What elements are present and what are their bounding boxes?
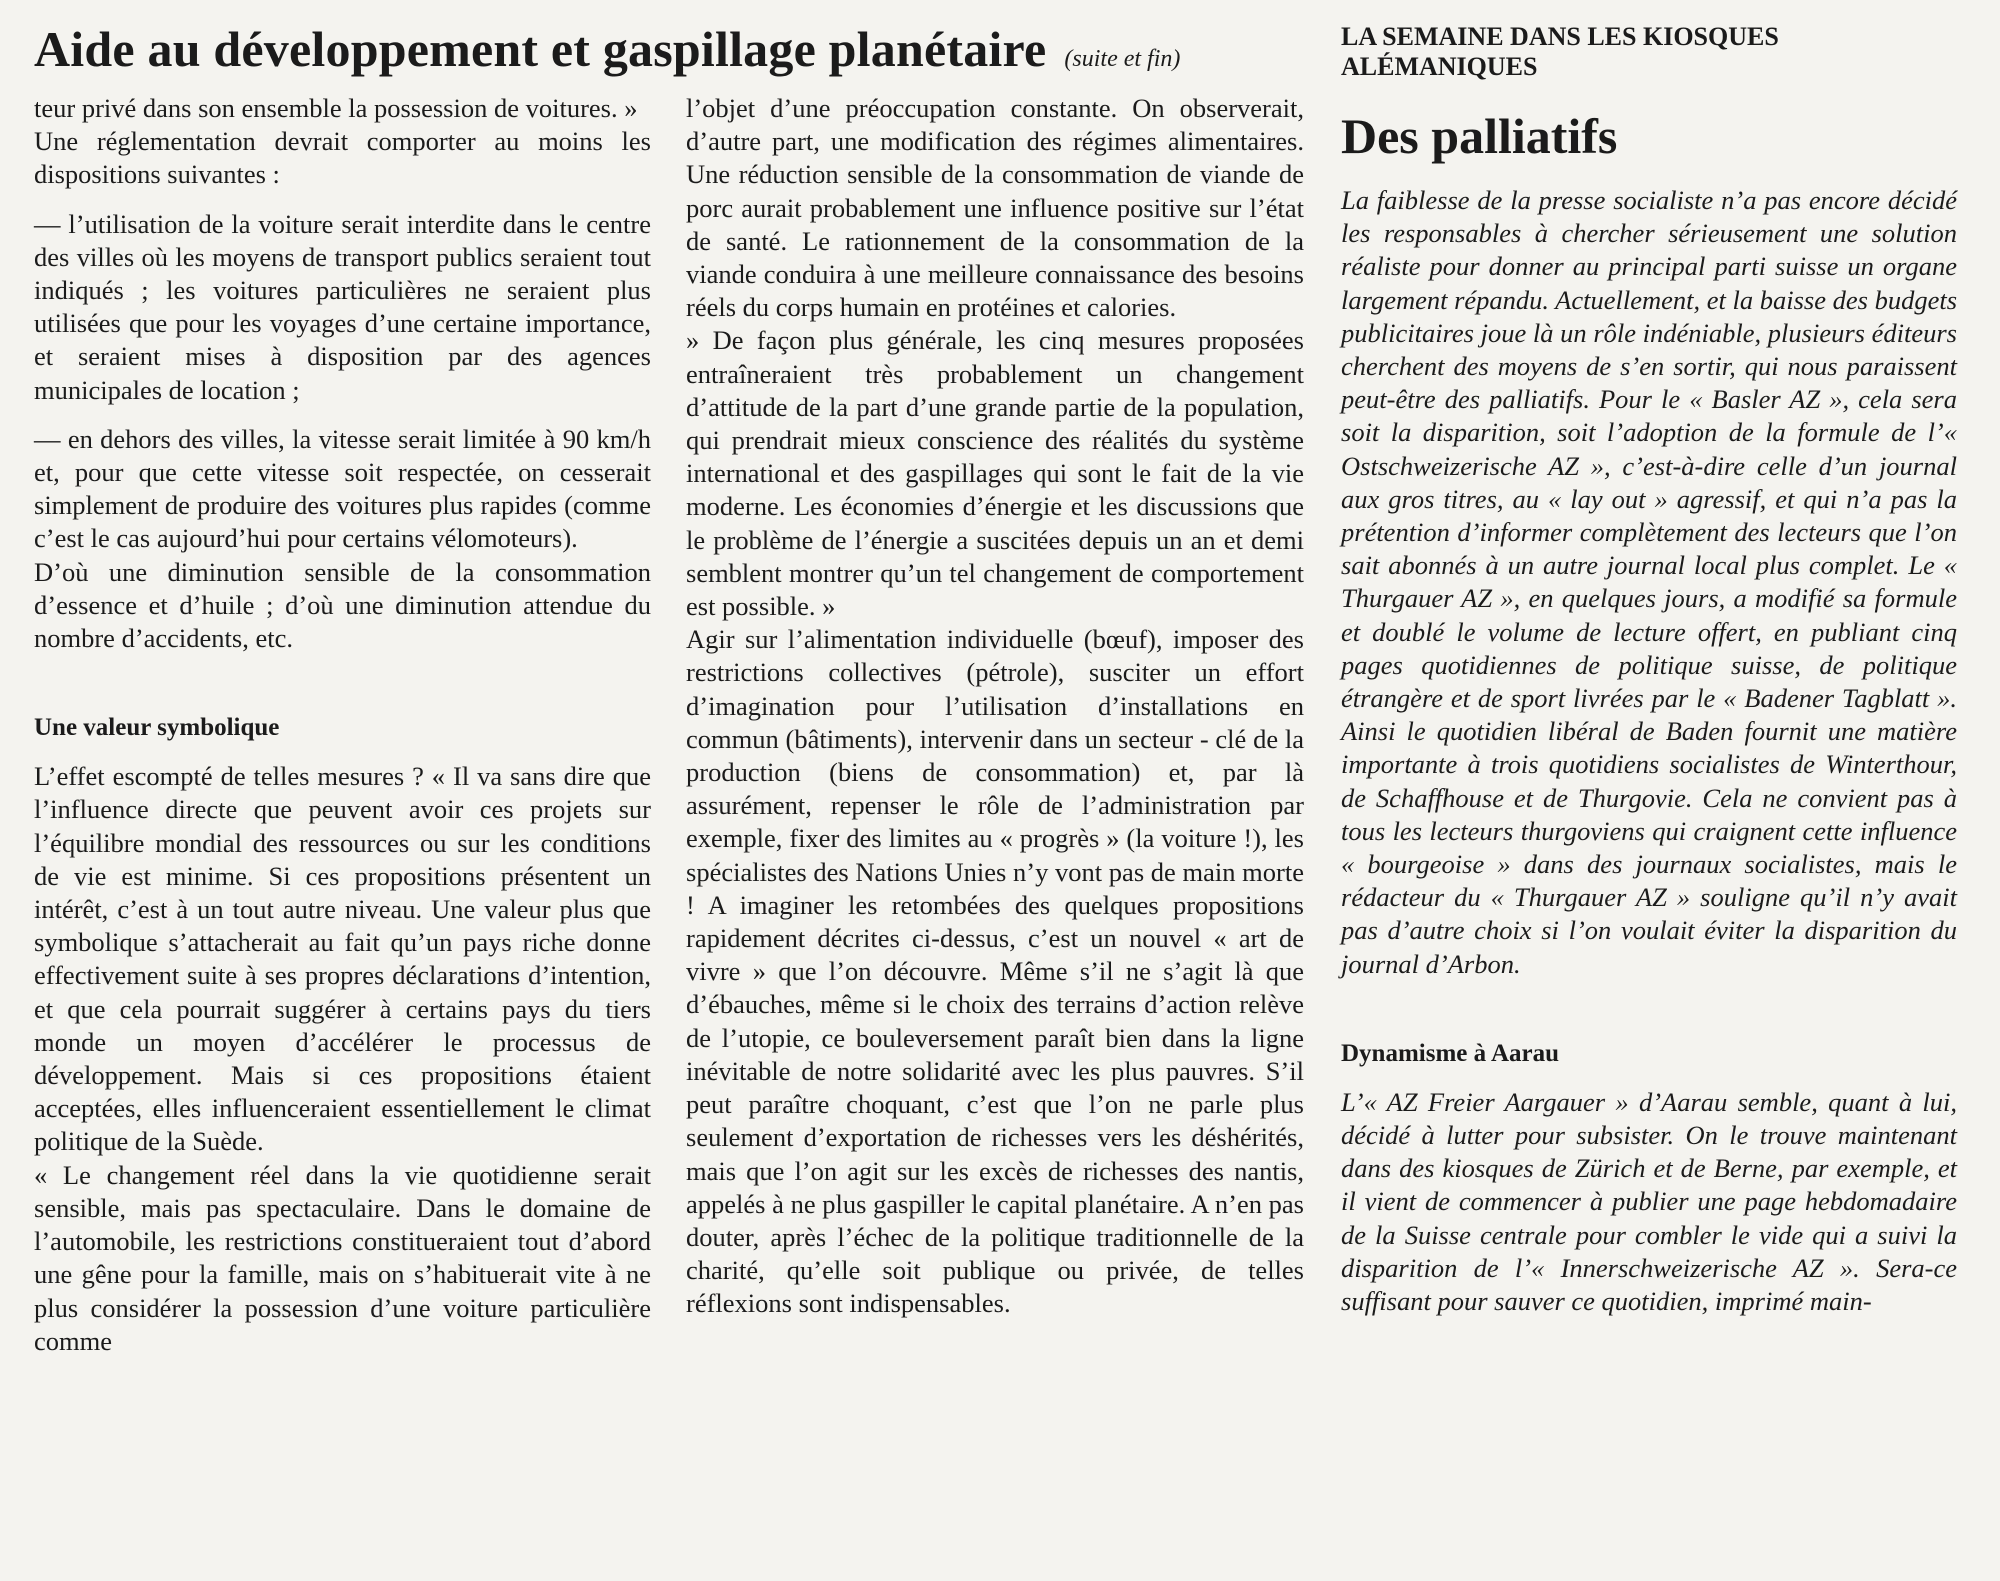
article-title-suffix: (suite et fin) [1064, 46, 1181, 72]
paragraph: — en dehors des villes, la vitesse serait limitée à 90 km/h et, pour que cette vitesse soit respectée, on cesserait simplement de produire des voitures plus rapides (comme c’est le cas aujourd’hui pour certains vélomoteurs). [34, 423, 651, 554]
article-column-2 [686, 92, 1304, 1321]
paragraph: D’où une diminution sensible de la consommation d’essence et d’huile ; d’où une diminution attendue du nombre d’accidents, etc. [34, 556, 651, 654]
article-column-1 [34, 92, 651, 1358]
paragraph: » De façon plus générale, les cinq mesures proposées entraîneraient très probablement un changement d’attitude de la part d’une grande partie de la population, qui prendrait mieux conscience des réalités du système international et des gaspillages qui sont le fait de la vie moderne. Les économies d’énergie et les discussions que le problème de l’énergie a suscitées depuis un an et demi semblent montrer qu’un tel changement de comportement est possible. » [686, 325, 1304, 622]
paragraph: l’objet d’une préoccupation constante. On observerait, d’autre part, une modification des régimes alimentaires. Une réduction sensible de la consommation de viande de porc aurait probablement une influence positive sur l’état de santé. Le rationnement de la consommation de la viande conduira à une meilleure connaissance des besoins réels du corps humain en protéines et calories. [686, 93, 1304, 323]
paragraph: La faiblesse de la presse socialiste n’a pas encore décidé les responsables à chercher sérieusement une solution réaliste pour donner au principal parti suisse un organe largement répandu. Actuellement, et la baisse des budgets publicitaires joue là un rôle indéniable, plusieurs éditeurs cherchent des moyens de s’en sortir, qui nous paraissent peut-être des palliatifs. Pour le « Basler AZ », cela sera soit la disparition, soit l’adoption de la formule de l’« Ostschweizerische AZ », c’est-à-dire celle d’un journal aux gros titres, au « lay out » agressif, et qui n’a pas la prétention d’informer complètement des lecteurs que l’on sait abonnés à un autre journal local plus complet. Le « Thurgauer AZ », en quelques jours, a modifié sa formule et doublé le volume de lecture offert, en publiant cinq pages quotidiennes de politique suisse, de politique étrangère et de sport livrées par le « Badener Tagblatt ». Ainsi le quotidien libéral de Baden fournit une matière importante à trois quotidiens socialistes de Winterthour, de Schaffhouse et de Thurgovie. Cela ne convient pas à tous les lecteurs thurgoviens qui craignent cette influence « bourgeoise » dans des journaux socialistes, mais le rédacteur du « Thurgauer AZ » souligne qu’il n’y avait pas d’autre choix si l’on voulait éviter la disparition du journal d’Arbon. [1341, 185, 1958, 979]
headline: Des palliatifs [1341, 108, 1618, 164]
paragraph: L’« AZ Freier Aargauer » d’Aarau semble, quant à lui, décidé à lutter pour subsister. On le trouve maintenant dans des kiosques de Zürich et de Berne, par exemple, et il vient de commencer à publier une page hebdomadaire de la Suisse centrale pour combler le vide qui a suivi la disparition de l’« Innerschweizerische AZ ». Sera-ce suffisant pour sauver ce quotidien, imprimé main- [1341, 1086, 1957, 1317]
article-title-text: Aide au développement et gaspillage planétaire [34, 21, 1047, 77]
paragraph: teur privé dans son ensemble la possession de voitures. » [34, 93, 638, 123]
paragraph: Une réglementation devrait comporter au moins les dispositions suivantes : [34, 126, 651, 190]
rubric-line-1: LA SEMAINE DANS LES KIOSQUES [1341, 22, 1779, 51]
section-subheading: Dynamisme à Aarau [1341, 1039, 1560, 1067]
article-title [34, 20, 1324, 78]
section-rubric [1341, 22, 1957, 82]
kiosk-column [1341, 22, 1957, 1318]
section-subheading: Une valeur symbolique [34, 714, 280, 742]
paragraph: « Le changement réel dans la vie quotidienne serait sensible, mais pas spectaculaire. Dans le domaine de l’automobile, les restrictions constitueraient tout d’abord une gêne pour la famille, mais on s’habituerait vite à ne plus considérer la possession d’une voiture particulière comme [34, 1159, 651, 1356]
paragraph: Agir sur l’alimentation individuelle (bœuf), imposer des restrictions collectives (pétrole), susciter un effort d’imagination pour l’utilisation d’installations en commun (bâtiments), intervenir dans un secteur - clé de la production (biens de consommation) et, par là assurément, repenser le rôle de l’administration par exemple, fixer des limites au « progrès » (la voiture !), les spécialistes des Nations Unies n’y vont pas de main morte ! A imaginer les retombées des quelques propositions rapidement décrites ci-dessus, c’est un nouvel « art de vivre » que l’on découvre. Même s’il ne s’agit là que d’ébauches, même si le choix des terrains d’action relève de l’utopie, ce bouleversement paraît bien dans la ligne inévitable de notre solidarité avec les plus pauvres. S’il peut paraître choquant, c’est que l’on ne parle plus seulement d’exportation de richesses vers les déshérités, mais que l’on agit sur les excès de richesses des nantis, appelés à ne plus gaspiller le capital planétaire. A n’en pas douter, après l’échec de la politique traditionnelle de la charité, qu’elle soit publique ou privée, de telles réflexions sont indispensables. [686, 624, 1304, 1319]
paragraph: L’effet escompté de telles mesures ? « Il va sans dire que l’influence directe que peuvent avoir ces projets sur l’équilibre mondial des ressources ou sur les conditions de vie est minime. Si ces propositions présentent un intérêt, c’est à un tout autre niveau. Une valeur plus que symbolique s’attacherait au fait qu’un pays riche donne effectivement suite à ses propres déclarations d’intention, et que cela pourrait suggérer à certains pays du tiers monde un moyen d’accélérer le processus de développement. Mais si ces propositions étaient acceptées, elles influenceraient essentiellement le climat politique de la Suède. [34, 761, 651, 1157]
rubric-line-2: ALÉMANIQUES [1341, 52, 1538, 81]
paragraph: — l’utilisation de la voiture serait interdite dans le centre des villes où les moyens de transport publics seraient tout indiqués ; les voitures particulières ne seraient plus utilisées que pour les voyages d’une certaine importance, et seraient mises à disposition par des agences municipales de location ; [34, 208, 651, 405]
